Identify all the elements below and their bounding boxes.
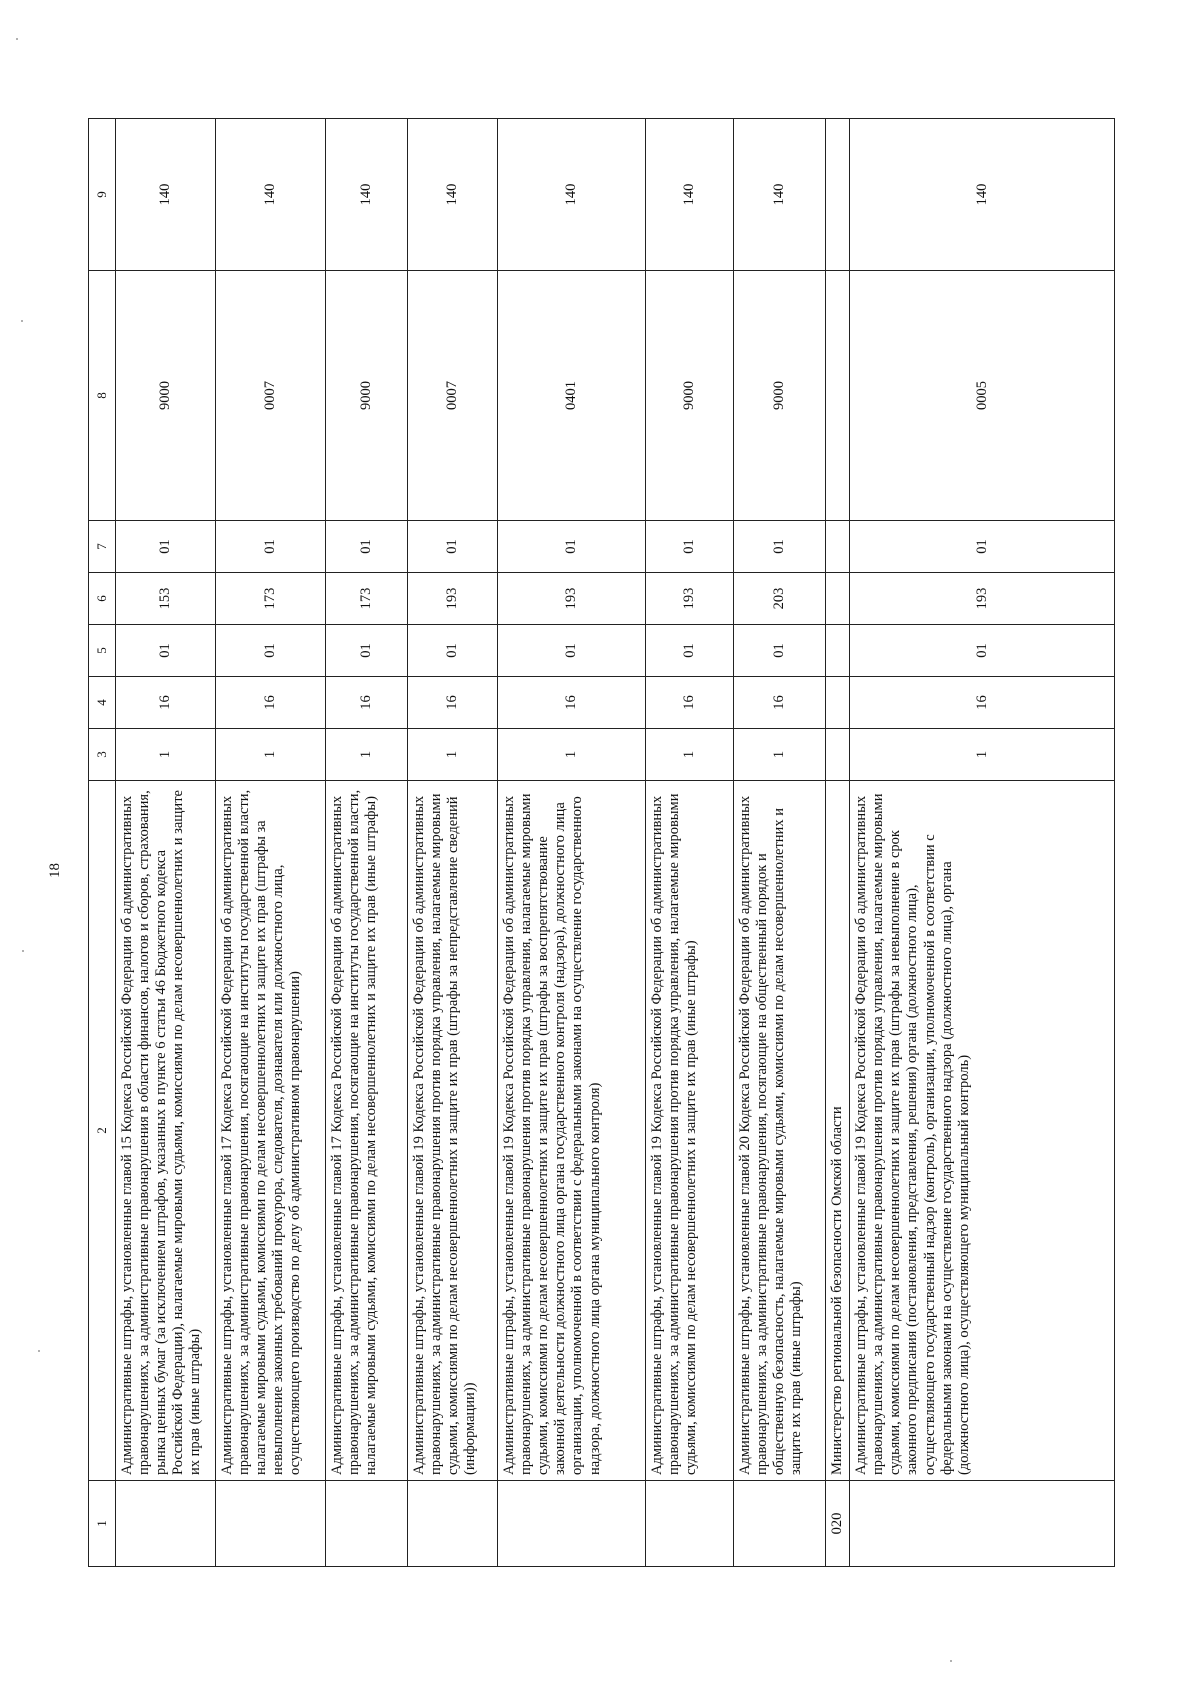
code-cell: 01 [850,625,1115,677]
empty-cell [826,625,850,677]
header-row [89,119,116,1567]
header-cell: 8 [89,271,116,521]
code-cell: 0007 [216,271,326,521]
table-row [116,119,216,1567]
admin-code-cell [498,1481,646,1567]
section-title: Министерство региональной безопасности Омской области [826,781,850,1481]
admin-code-cell [646,1481,734,1567]
header-cell: 1 [89,1481,116,1567]
table-row [408,119,498,1567]
code-cell: 01 [326,521,408,573]
header-cell: 3 [89,729,116,781]
scan-speck [38,1350,40,1352]
code-cell: 01 [216,521,326,573]
code-cell: 9000 [116,271,216,521]
admin-code-cell [216,1481,326,1567]
header-cell: 4 [89,677,116,729]
code-cell: 1 [498,729,646,781]
description-cell: Административные штрафы, установленные главой 19 Кодекса Российской Федерации об административных правонарушениях, за административные правонарушения против порядка управления, налагаемые мировыми судьями, комиссиями по делам несовершеннолетних и защите их прав (штрафы за воспрепятствование законной деятельности должностного лица органа государственного контроля (надзора), должностного лица организации, уполномоченной в соответствии с федеральными законами на осуществление государственного надзора, должностного лица органа муниципального контроля) [498,781,646,1481]
empty-cell [826,521,850,573]
code-cell: 1 [850,729,1115,781]
code-cell: 01 [498,521,646,573]
code-cell: 140 [216,119,326,271]
table-row [216,119,326,1567]
code-cell: 16 [408,677,498,729]
description-cell: Административные штрафы, установленные главой 19 Кодекса Российской Федерации об административных правонарушениях, за административные правонарушения против порядка управления, налагаемые мировыми судьями, комиссиями по делам несовершеннолетних и защите их прав (штрафы за непредставление сведений (информации)) [408,781,498,1481]
code-cell: 173 [326,573,408,625]
code-cell: 9000 [646,271,734,521]
code-cell: 01 [498,625,646,677]
code-cell: 01 [216,625,326,677]
description-cell: Административные штрафы, установленные главой 19 Кодекса Российской Федерации об административных правонарушениях, за административные правонарушения против порядка управления, налагаемые мировыми судьями, комиссиями по делам несовершеннолетних и защите их прав (иные штрафы) [646,781,734,1481]
scan-speck [950,1660,952,1662]
empty-cell [826,729,850,781]
code-cell: 140 [408,119,498,271]
code-cell: 01 [116,521,216,573]
code-cell: 153 [116,573,216,625]
header-cell: 7 [89,521,116,573]
code-cell: 01 [326,625,408,677]
code-cell: 140 [498,119,646,271]
code-cell: 1 [216,729,326,781]
code-cell: 16 [734,677,826,729]
scan-speck [16,38,18,40]
code-cell: 9000 [326,271,408,521]
empty-cell [826,119,850,271]
header-cell: 2 [89,781,116,1481]
admin-code-cell [408,1481,498,1567]
code-cell: 01 [646,625,734,677]
empty-cell [826,677,850,729]
header-cell: 5 [89,625,116,677]
table-row [734,119,826,1567]
code-cell: 01 [734,521,826,573]
code-cell: 0007 [408,271,498,521]
code-cell: 193 [850,573,1115,625]
code-cell: 193 [408,573,498,625]
code-cell: 173 [216,573,326,625]
code-cell: 1 [734,729,826,781]
code-cell: 16 [326,677,408,729]
table-row [326,119,408,1567]
table-row [498,119,646,1567]
code-cell: 203 [734,573,826,625]
code-cell: 01 [646,521,734,573]
description-cell: Административные штрафы, установленные главой 17 Кодекса Российской Федерации об административных правонарушениях, за административные правонарушения, посягающие на институты государственной власти, налагаемые мировыми судьями, комиссиями по делам несовершеннолетних и защите их прав (иные штрафы) [326,781,408,1481]
code-cell: 140 [116,119,216,271]
description-cell: Административные штрафы, установленные главой 20 Кодекса Российской Федерации об административных правонарушениях, за административные правонарушения, посягающие на общественный порядок и общественную безопасность, налагаемые мировыми судьями, комиссиями по делам несовершеннолетних и защите их прав (иные штрафы) [734,781,826,1481]
table-row [646,119,734,1567]
code-cell: 01 [850,521,1115,573]
table-row [850,119,1115,1567]
code-cell: 140 [646,119,734,271]
header-cell: 9 [89,119,116,271]
code-cell: 9000 [734,271,826,521]
code-cell: 01 [408,521,498,573]
code-cell: 01 [734,625,826,677]
code-cell: 1 [408,729,498,781]
code-cell: 0401 [498,271,646,521]
section-row [826,119,850,1567]
code-cell: 16 [216,677,326,729]
code-cell: 1 [326,729,408,781]
code-cell: 16 [850,677,1115,729]
admin-code-cell [850,1481,1115,1567]
code-cell: 140 [850,119,1115,271]
code-cell: 1 [116,729,216,781]
admin-code-cell [326,1481,408,1567]
code-cell: 01 [408,625,498,677]
page-number: 18 [47,863,63,878]
code-cell: 16 [116,677,216,729]
description-cell: Административные штрафы, установленные главой 19 Кодекса Российской Федерации об административных правонарушениях, за административные правонарушения против порядка управления, налагаемые мировыми судьями, комиссиями по делам несовершеннолетних и защите их прав (штрафы за невыполнение в срок законного предписания (постановления, представления, решения) органа (должностного лица), осуществляющего государственный надзор (контроль), организации, уполномоченной в соответствии с федеральными законами на осуществление государственного надзора (должностного лица), органа (должностного лица), осуществляющего муниципальный контроль) [850,781,1115,1481]
code-cell: 0005 [850,271,1115,521]
header-cell: 6 [89,573,116,625]
scan-speck [22,950,24,952]
admin-code-cell [734,1481,826,1567]
empty-cell [826,573,850,625]
code-cell: 16 [646,677,734,729]
code-cell: 140 [326,119,408,271]
rotated-table-container [88,119,1115,1567]
budget-codes-table [88,118,1115,1567]
code-cell: 193 [646,573,734,625]
scan-speck [21,320,23,322]
code-cell: 01 [116,625,216,677]
code-cell: 1 [646,729,734,781]
section-code: 020 [826,1481,850,1567]
code-cell: 193 [498,573,646,625]
admin-code-cell [116,1481,216,1567]
description-cell: Административные штрафы, установленные главой 17 Кодекса Российской Федерации об административных правонарушениях, за административные правонарушения, посягающие на институты государственной власти, налагаемые мировыми судьями, комиссиями по делам несовершеннолетних и защите их прав (штрафы за невыполнение законных требований прокурора, следователя, дознавателя или должностного лица, осуществляющего производство по делу об административном правонарушении) [216,781,326,1481]
empty-cell [826,271,850,521]
code-cell: 16 [498,677,646,729]
description-cell: Административные штрафы, установленные главой 15 Кодекса Российской Федерации об административных правонарушениях, за административные правонарушения в области финансов, налогов и сборов, страхования, рынка ценных бумаг (за исключением штрафов, указанных в пункте 6 статьи 46 Бюджетного кодекса Российской Федерации), налагаемые мировыми судьями, комиссиями по делам несовершеннолетних и защите их прав (иные штрафы) [116,781,216,1481]
code-cell: 140 [734,119,826,271]
